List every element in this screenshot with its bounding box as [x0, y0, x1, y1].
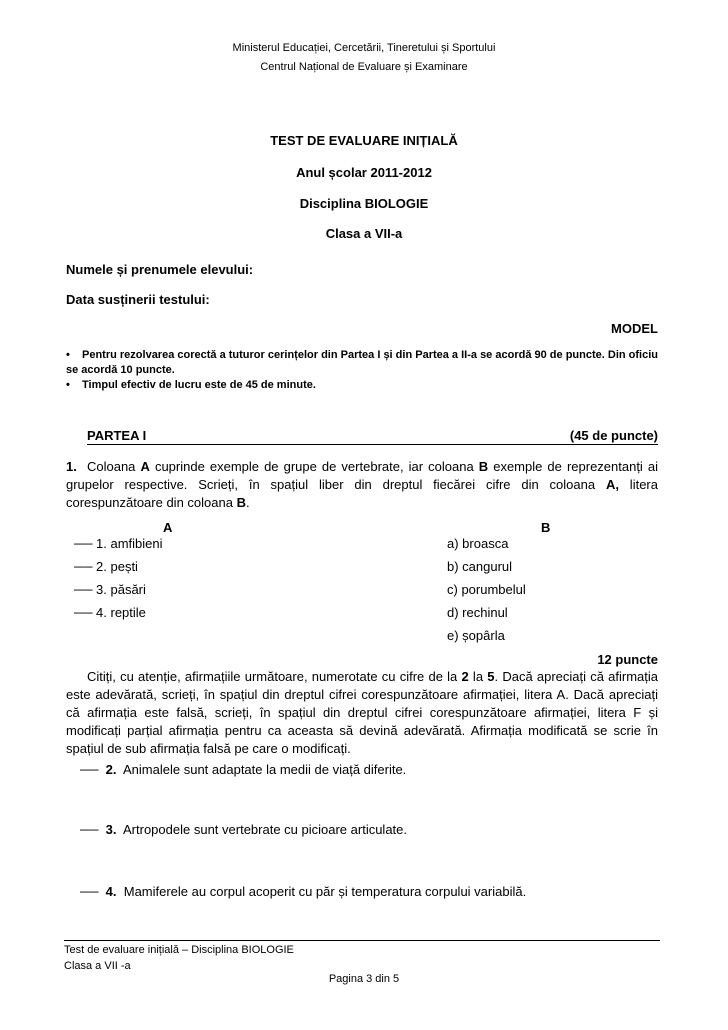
footer-test-label: Test de evaluare inițială – Disciplina BIOLOGIE: [64, 944, 294, 956]
ministry-header: Ministerul Educației, Cercetării, Tineretului și Sportului: [232, 42, 496, 54]
instruction-item: • Pentru rezolvarea corectă a tuturor cerințelor din Partea I și din Partea a II-a se acordă 90 de puncte. Din oficiu se acordă 10 puncte.: [66, 349, 658, 376]
statement-2: ── 2. Animalele sunt adaptate la medii de viață diferite.: [80, 762, 407, 777]
school-year: Anul școlar 2011-2012: [296, 165, 432, 180]
question-1-text: 1. Coloana A cuprinde exemple de grupe de vertebrate, iar coloana B exemple de reprezentanți ai grupelor respective. Scrieți, în spațiul liber din dreptul fiecărei cifre din coloana A, litera corespunzătoare din coloana B.: [66, 459, 659, 510]
part1-title: PARTEA I: [87, 428, 147, 443]
column-b-item: b) cangurul: [447, 559, 513, 574]
column-a-item: ── 1. amfibieni: [74, 536, 163, 551]
bullet-icon: •: [66, 379, 70, 391]
footer-grade-label: Clasa a VII -a: [64, 960, 131, 972]
question-1-points: 12 puncte: [597, 652, 658, 667]
test-title: TEST DE EVALUARE INIȚIALĂ: [270, 133, 458, 148]
column-b-item: a) broasca: [447, 536, 509, 551]
evaluation-center-header: Centrul Național de Evaluare și Examinare: [260, 61, 468, 73]
footer-left: [64, 942, 294, 974]
statement-3: ── 3. Artropodele sunt vertebrate cu picioare articulate.: [80, 822, 408, 837]
page-number: Pagina 3 din 5: [328, 973, 400, 985]
instructions: [66, 348, 658, 393]
column-b-item: c) porumbelul: [447, 582, 526, 597]
statement-4: ── 4. Mamiferele au corpul acoperit cu păr și temperatura corpului variabilă.: [80, 884, 527, 899]
column-b-list: [447, 534, 526, 649]
column-a-list: [74, 534, 163, 626]
column-a-header: A: [163, 520, 173, 535]
column-b-item: d) rechinul: [447, 605, 508, 620]
part1-underline: [87, 444, 658, 445]
column-a-item: ── 3. păsări: [74, 582, 146, 597]
bullet-icon: •: [66, 349, 70, 361]
footer-rule: [64, 940, 660, 941]
part1-points: (45 de puncte): [569, 428, 658, 443]
column-b-item: e) șopârla: [447, 628, 505, 643]
column-a-item: ── 4. reptile: [74, 605, 146, 620]
discipline: Disciplina BIOLOGIE: [299, 196, 429, 211]
question-2-text: Citiți, cu atenție, afirmațiile următoare, numerotate cu cifre de la 2 la 5. Dacă apreciați că afirmația este adevărată, scrieți, în spațiul din dreptul cifrei corespunzătoare afirmației, litera A. Dacă apreciați că afirmația este falsă, scrieți, în spațiul din dreptul cifrei corespunzătoare afirmației, litera F și modificați parțial afirmația pentru ca aceasta să devină adevărată. Afirmația modificată se scrie în spațiul de sub afirmația falsă pe care o modificați.: [66, 669, 659, 756]
model-label: MODEL: [611, 321, 658, 336]
instruction-item: • Timpul efectiv de lucru este de 45 de minute.: [66, 379, 316, 391]
student-name-label: Numele și prenumele elevului:: [66, 262, 254, 277]
test-date-label: Data susținerii testului:: [66, 292, 210, 307]
column-b-header: B: [541, 520, 551, 535]
grade: Clasa a VII-a: [325, 226, 403, 241]
column-a-item: ── 2. pești: [74, 559, 138, 574]
